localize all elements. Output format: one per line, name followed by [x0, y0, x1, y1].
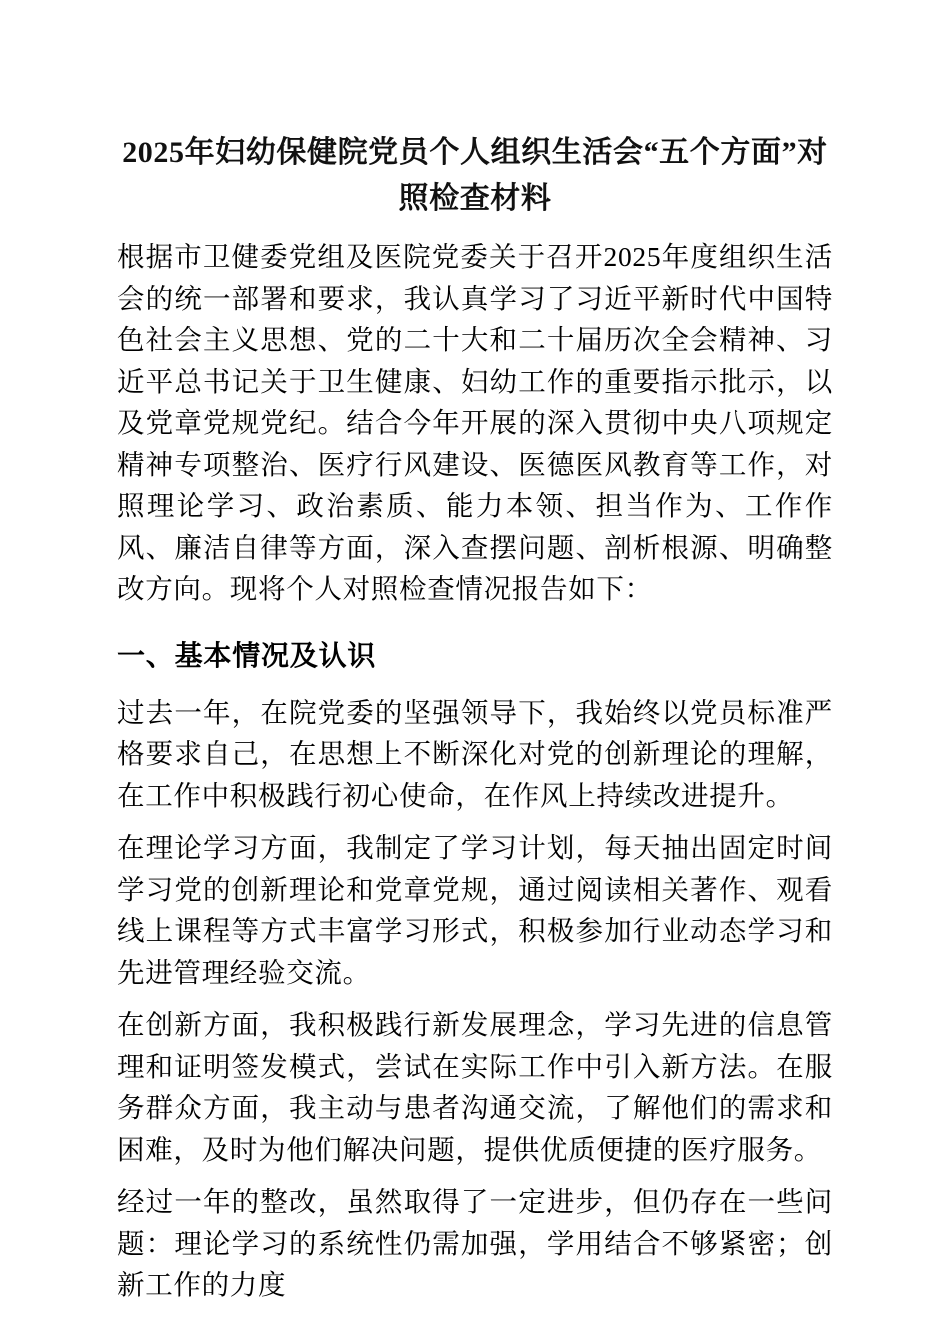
intro-paragraph: 根据市卫健委党组及医院党委关于召开2025年度组织生活会的统一部署和要求，我认真学习了习近平新时代中国特色社会主义思想、党的二十大和二十届历次全会精神、习近平总书记关于卫生健康、妇幼工作的重要指示批示，以及党章党规党纪。结合今年开展的深入贯彻中央八项规定精神专项整治、医疗行风建设、医德医风教育等工作，对照理论学习、政治素质、能力本领、担当作为、工作作风、廉洁自律等方面，深入查摆问题、剖析根源、明确整改方向。现将个人对照检查情况报告如下：: [117, 241, 833, 604]
page-title: 2025年妇幼保健院党员个人组织生活会“五个方面”对照检查材料: [122, 136, 828, 215]
section-1-paragraph-3: 在创新方面，我积极践行新发展理念，学习先进的信息管理和证明签发模式，尝试在实际工作中引入新方法。在服务群众方面，我主动与患者沟通交流，了解他们的需求和困难，及时为他们解决问题，提供优质便捷的医疗服务。: [117, 1009, 833, 1165]
section-1-paragraph-4: 经过一年的整改，虽然取得了一定进步，但仍存在一些问题：理论学习的系统性仍需加强，学用结合不够紧密；创新工作的力度: [117, 1186, 833, 1300]
section-heading-1: 一、基本情况及认识: [117, 640, 377, 672]
document-content: [117, 130, 833, 1306]
section-1-paragraph-2: 在理论学习方面，我制定了学习计划，每天抽出固定时间学习党的创新理论和党章党规，通过阅读相关著作、观看线上课程等方式丰富学习形式，积极参加行业动态学习和先进管理经验交流。: [117, 832, 833, 988]
section-1-paragraph-1: 过去一年，在院党委的坚强领导下，我始终以党员标准严格要求自己，在思想上不断深化对党的创新理论的理解，在工作中积极践行初心使命，在作风上持续改进提升。: [117, 696, 833, 811]
